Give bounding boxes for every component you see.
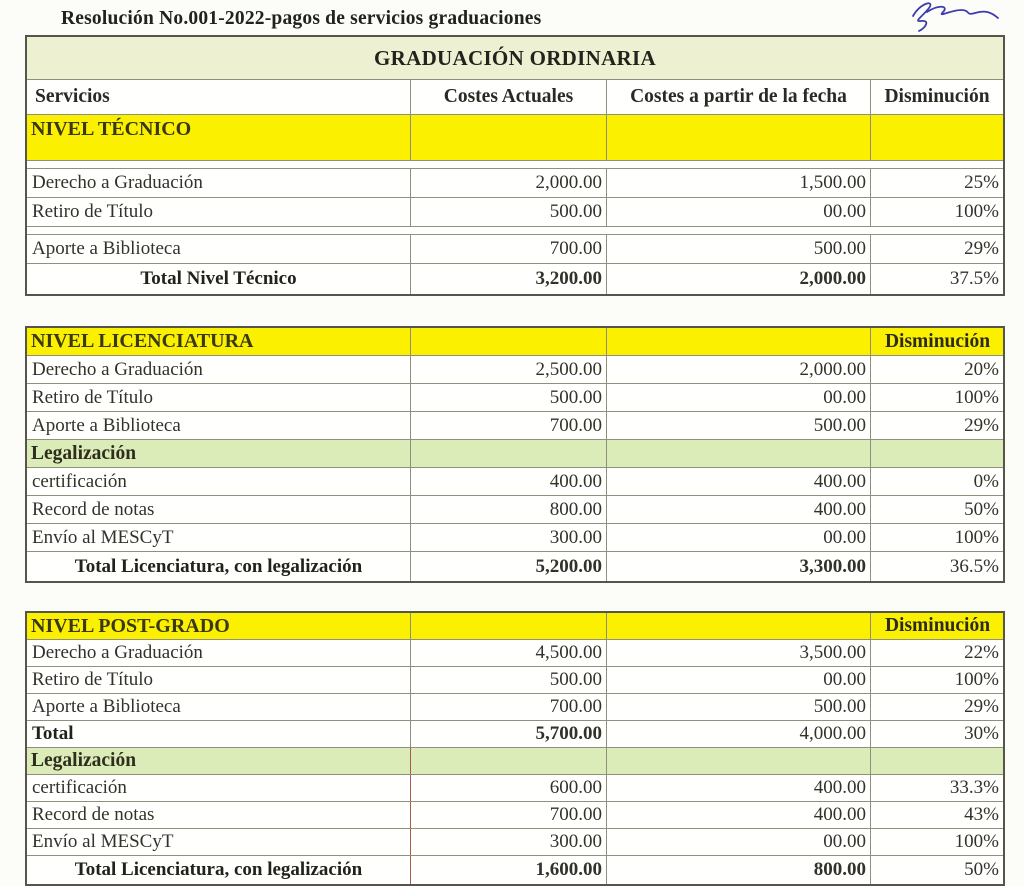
decrease-value: 20%	[964, 358, 999, 380]
table-nivel-tecnico	[25, 35, 1005, 296]
service-label: Aporte a Biblioteca	[27, 235, 411, 263]
decrease-value	[871, 440, 1003, 467]
cost-actual-value	[411, 115, 607, 160]
decrease-value	[871, 748, 1003, 774]
cost-actual-value: 300.00	[411, 829, 607, 855]
cost-new-value	[607, 613, 871, 639]
table-nivel-licenciatura	[25, 326, 1005, 583]
decrease-value: Disminución	[884, 615, 991, 636]
table-row	[27, 551, 1003, 581]
column-header: Servicios	[27, 80, 411, 114]
cost-new-value: 00.00	[607, 384, 871, 411]
decrease-value: 100%	[954, 201, 999, 222]
service-label: Retiro de Título	[27, 198, 411, 226]
cost-new-value: 500.00	[607, 694, 871, 720]
service-label: Total Nivel Técnico	[27, 264, 411, 294]
cost-actual-value: 4,500.00	[411, 640, 607, 666]
table-row	[27, 411, 1003, 439]
cost-new-value	[607, 440, 871, 467]
table-row	[27, 666, 1003, 693]
cost-new-value	[607, 115, 871, 160]
cost-actual-value	[411, 613, 607, 639]
table-title: GRADUACIÓN ORDINARIA	[27, 37, 1003, 79]
decrease-value: 43%	[964, 804, 999, 825]
table-row	[27, 355, 1003, 383]
cost-actual-value: 500.00	[411, 667, 607, 693]
cost-actual-value: 500.00	[411, 384, 607, 411]
service-label: Total	[27, 721, 411, 747]
column-header: Costes Actuales	[411, 80, 607, 114]
table-row	[27, 774, 1003, 801]
cost-actual-value: 2,000.00	[411, 169, 607, 197]
service-label: NIVEL LICENCIATURA	[27, 328, 411, 355]
decrease-value: 100%	[954, 526, 999, 548]
table-row	[27, 801, 1003, 828]
table-row	[27, 168, 1003, 197]
service-label: NIVEL POST-GRADO	[27, 613, 411, 639]
service-label: Record de notas	[27, 496, 411, 523]
cost-new-value: 00.00	[607, 524, 871, 551]
cost-actual-value: 300.00	[411, 524, 607, 551]
cost-new-value: 00.00	[607, 198, 871, 226]
service-label: Aporte a Biblioteca	[27, 412, 411, 439]
document-page	[25, 6, 1005, 886]
cost-actual-value: 2,500.00	[411, 356, 607, 383]
decrease-value: 37.5%	[949, 268, 999, 289]
cost-new-value	[607, 748, 871, 774]
service-label: Derecho a Graduación	[27, 356, 411, 383]
cost-actual-value: 3,200.00	[411, 264, 607, 294]
decrease-value: 25%	[964, 172, 999, 193]
cost-actual-value: 700.00	[411, 694, 607, 720]
decrease-value: 100%	[954, 386, 999, 408]
cost-new-value: 500.00	[607, 412, 871, 439]
cost-actual-value: 5,700.00	[411, 721, 607, 747]
cost-actual-value: 700.00	[411, 235, 607, 263]
column-header: Disminución	[884, 86, 990, 107]
cost-new-value: 00.00	[607, 829, 871, 855]
table-row	[27, 747, 1003, 774]
table-row	[27, 234, 1003, 263]
decrease-value: 29%	[964, 238, 999, 259]
service-label: Retiro de Título	[27, 667, 411, 693]
service-label: Total Licenciatura, con legalización	[27, 552, 411, 581]
signature-scribble-icon	[891, 0, 1001, 40]
decrease-value: 100%	[954, 669, 999, 690]
column-header: Costes a partir de la fecha	[607, 80, 871, 114]
cost-actual-value	[411, 748, 607, 774]
table-row	[27, 114, 1003, 160]
service-label: Legalización	[27, 440, 411, 467]
cost-new-value: 500.00	[607, 235, 871, 263]
cost-actual-value: 500.00	[411, 198, 607, 226]
service-label: Legalización	[27, 748, 411, 774]
decrease-value: 50%	[964, 498, 999, 520]
table-row	[27, 693, 1003, 720]
service-label: Envío al MESCyT	[27, 524, 411, 551]
cost-new-value: 2,000.00	[607, 356, 871, 383]
table-row	[27, 639, 1003, 666]
cost-new-value: 400.00	[607, 468, 871, 495]
decrease-value: 100%	[954, 831, 999, 852]
service-label: Record de notas	[27, 802, 411, 828]
table-row	[27, 160, 1003, 168]
cost-actual-value: 800.00	[411, 496, 607, 523]
service-label: Total Licenciatura, con legalización	[27, 856, 411, 884]
decrease-value: 0%	[973, 470, 999, 492]
cost-actual-value: 1,600.00	[411, 856, 607, 884]
decrease-value: 22%	[964, 642, 999, 663]
cost-actual-value	[411, 440, 607, 467]
cost-new-value	[607, 328, 871, 355]
cost-actual-value: 5,200.00	[411, 552, 607, 581]
cost-new-value: 400.00	[607, 775, 871, 801]
cost-new-value: 1,500.00	[607, 169, 871, 197]
cost-new-value: 3,300.00	[607, 552, 871, 581]
service-label: certificación	[27, 468, 411, 495]
service-label: Envío al MESCyT	[27, 829, 411, 855]
table-row	[27, 328, 1003, 355]
table-row	[27, 495, 1003, 523]
decrease-value: 29%	[964, 696, 999, 717]
cost-new-value: 800.00	[607, 856, 871, 884]
cost-actual-value: 400.00	[411, 468, 607, 495]
cost-new-value: 4,000.00	[607, 721, 871, 747]
cost-new-value: 400.00	[607, 496, 871, 523]
page-title: Resolución No.001-2022-pagos de servicios graduaciones	[61, 8, 542, 29]
decrease-value: 29%	[964, 414, 999, 436]
cost-new-value: 3,500.00	[607, 640, 871, 666]
table-row	[27, 855, 1003, 884]
table-row	[27, 720, 1003, 747]
decrease-value: 33.3%	[949, 777, 999, 798]
table-row	[27, 439, 1003, 467]
table-nivel-postgrado	[25, 611, 1005, 886]
service-label: Derecho a Graduación	[27, 640, 411, 666]
cost-new-value: 2,000.00	[607, 264, 871, 294]
cost-actual-value	[411, 328, 607, 355]
cost-actual-value: 700.00	[411, 802, 607, 828]
table-row	[27, 467, 1003, 495]
table-row	[27, 197, 1003, 226]
decrease-value: 50%	[964, 859, 999, 880]
service-label: Retiro de Título	[27, 384, 411, 411]
table-row	[27, 523, 1003, 551]
cost-new-value: 00.00	[607, 667, 871, 693]
service-label: Derecho a Graduación	[27, 169, 411, 197]
service-label: Aporte a Biblioteca	[27, 694, 411, 720]
service-label: NIVEL TÉCNICO	[27, 115, 411, 160]
cost-new-value: 400.00	[607, 802, 871, 828]
decrease-value: 36.5%	[949, 555, 999, 577]
table-row	[27, 263, 1003, 294]
column-header-row	[27, 79, 1003, 114]
table-row	[27, 828, 1003, 855]
table-row	[27, 613, 1003, 639]
table-row	[27, 383, 1003, 411]
service-label: certificación	[27, 775, 411, 801]
table-row	[27, 226, 1003, 234]
cost-actual-value: 700.00	[411, 412, 607, 439]
decrease-value	[871, 115, 1003, 160]
decrease-value: Disminución	[884, 330, 991, 352]
decrease-value: 30%	[964, 723, 999, 744]
cost-actual-value: 600.00	[411, 775, 607, 801]
